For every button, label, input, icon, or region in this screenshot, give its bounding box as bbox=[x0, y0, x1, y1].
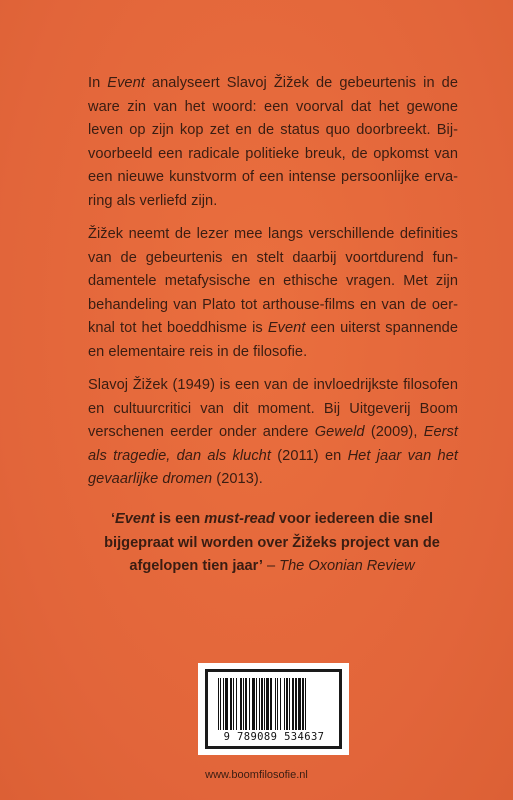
description-paragraph-1 bbox=[88, 72, 458, 213]
book-title-geweld: Geweld bbox=[314, 424, 365, 440]
quote-text: voor iedereen die snel bijgepraat wil worden over Žižeks project van de afgelopen tien jaar’ bbox=[104, 511, 440, 574]
text-run: analyseert Slavoj Žižek de gebeurtenis in de ware zin van het woord: een voorval dat het gewone leven op zijn kop zet en de status quo doorbreekt. Bijvoorbeeld een radicale politieke breuk, de opkomst van een nieuwe kunstvorm of een intense persoonlijke ervaring als verliefd zijn. bbox=[88, 75, 458, 209]
quote-title: Event bbox=[115, 511, 155, 527]
description-paragraph-2 bbox=[88, 223, 458, 364]
barcode-label bbox=[198, 663, 349, 755]
text-run: Žižek neemt de lezer mee langs verschillende definities van de gebeurtenis en stelt daarbij voortdurend fundamentele metafysische en ethische vragen. Met zijn behandeling van Plato tot arthouse-films en van de oerknal tot het boeddhisme is bbox=[88, 226, 458, 336]
text-run: (2013). bbox=[212, 471, 263, 487]
book-title-event: Event bbox=[107, 75, 145, 91]
barcode-frame bbox=[205, 669, 342, 749]
review-quote bbox=[82, 508, 462, 579]
quote-mark: ‘ bbox=[110, 511, 116, 527]
quote-dash: – bbox=[262, 558, 280, 574]
book-title-het-jaar: Het jaar van het gevaarlijke dromen bbox=[88, 447, 458, 487]
quote-source: The Oxonian Review bbox=[279, 558, 415, 574]
text-run: In bbox=[88, 75, 108, 91]
barcode-bar bbox=[306, 678, 307, 730]
text-run: een uiterst spannende en elementaire reis in de filosofie. bbox=[88, 320, 458, 360]
quote-text: is een bbox=[154, 511, 205, 527]
text-run: (2011) en bbox=[270, 447, 348, 464]
publisher-website: www.boomfilosofie.nl bbox=[205, 769, 308, 781]
text-run: (2009), bbox=[364, 424, 424, 440]
book-title-event: Event bbox=[267, 320, 306, 336]
text-run: Slavoj Žižek (1949) is een van de invloedrijkste filosofen en cultuurcritici van dit moment. Bij Uitgeverij Boom verschenen eerder onder andere bbox=[88, 377, 458, 440]
author-bio-paragraph bbox=[88, 374, 458, 492]
isbn-number: 9 789089 534637 bbox=[223, 731, 325, 743]
quote-emphasis: must-read bbox=[204, 511, 275, 527]
book-title-eerst-als-tragedie: Eerst als tragedie, dan als klucht bbox=[88, 424, 458, 464]
barcode-icon bbox=[218, 678, 331, 730]
